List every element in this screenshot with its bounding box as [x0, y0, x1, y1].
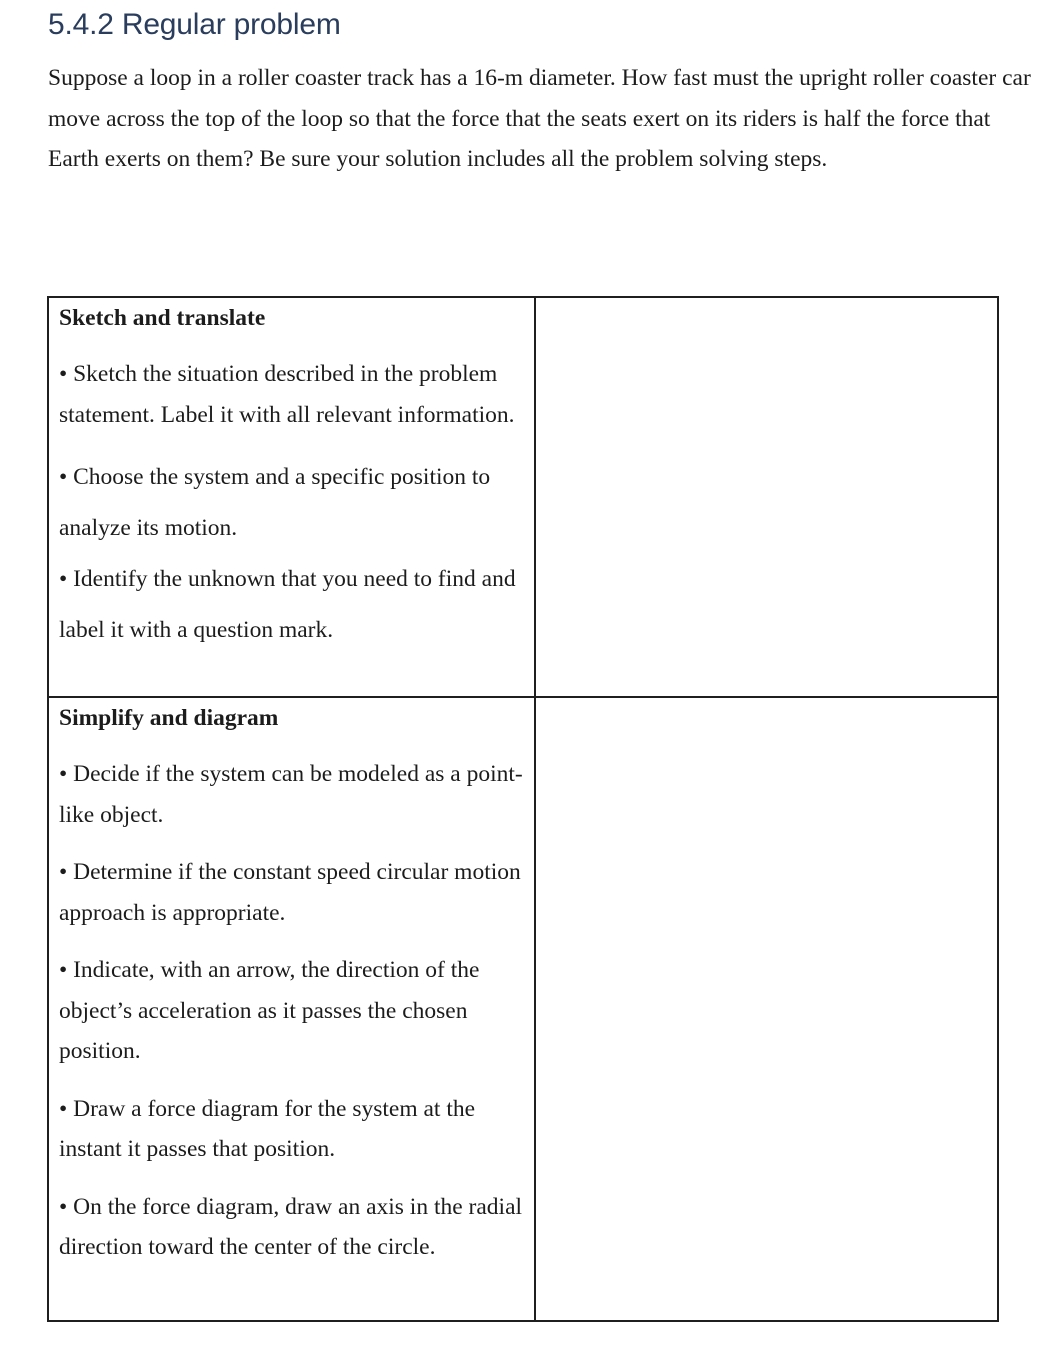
step-bullet: • Identify the unknown that you need to find and label it with a question mark.	[59, 566, 516, 643]
table-row-simplify-and-diagram	[48, 697, 998, 1321]
step-bullet: • On the force diagram, draw an axis in the radial direction toward the center of the circle.	[59, 1193, 523, 1260]
step-instructions-cell	[48, 697, 535, 1321]
answer-cell[interactable]	[535, 697, 998, 1321]
step-bullet: • Determine if the constant speed circular motion approach is appropriate.	[59, 859, 521, 926]
section-heading: 5.4.2 Regular problem	[48, 8, 341, 41]
step-bullet: • Draw a force diagram for the system at the instant it passes that position.	[59, 1095, 476, 1162]
answer-cell[interactable]	[535, 297, 998, 697]
step-title: Simplify and diagram	[59, 705, 279, 731]
problem-solving-table	[47, 296, 999, 1322]
step-bullet: • Sketch the situation described in the problem statement. Label it with all relevant information.	[59, 361, 515, 428]
table-row-sketch-and-translate	[48, 297, 998, 697]
problem-statement: Suppose a loop in a roller coaster track has a 16-m diameter. How fast must the upright roller coaster car move across the top of the loop so that the force that the seats exert on its riders is half the force that Earth exerts on them? Be sure your solution includes all the problem solving steps.	[48, 65, 1031, 172]
step-instructions-cell	[48, 297, 535, 697]
step-bullet: • Choose the system and a specific position to analyze its motion.	[59, 464, 491, 541]
step-bullet: • Indicate, with an arrow, the direction of the object’s acceleration as it passes the chosen position.	[59, 957, 480, 1064]
step-title: Sketch and translate	[59, 305, 266, 331]
step-bullet: • Decide if the system can be modeled as a point-like object.	[59, 761, 523, 828]
